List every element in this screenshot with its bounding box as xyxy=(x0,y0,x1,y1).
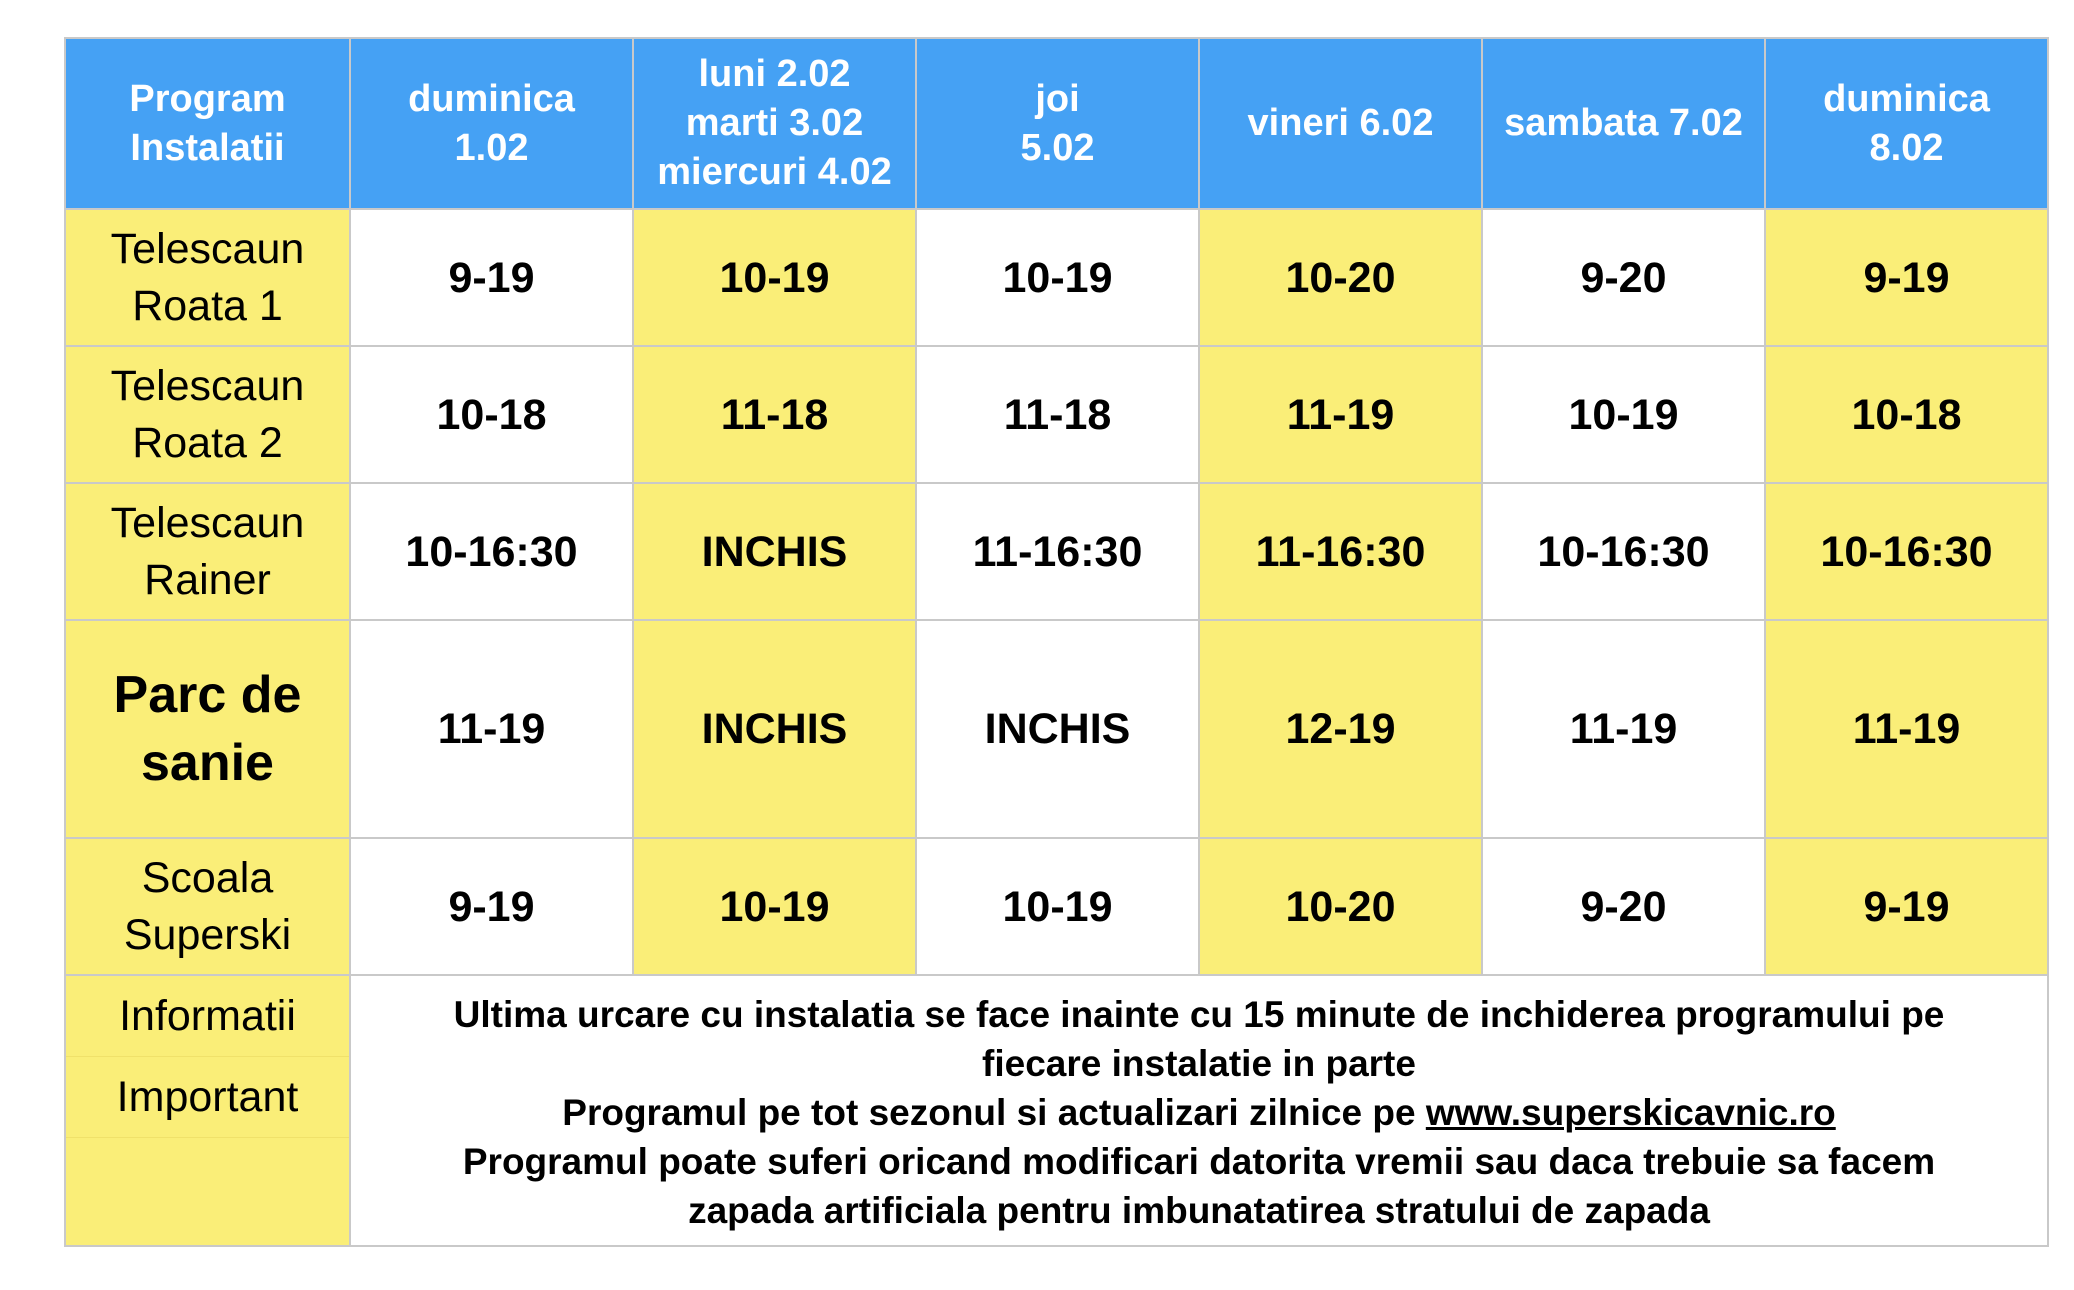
schedule-cell: 10-20 xyxy=(1199,838,1482,975)
schedule-cell: 11-16:30 xyxy=(916,483,1199,620)
schedule-cell: 10-18 xyxy=(1765,346,2048,483)
info-label-line: Informatii xyxy=(66,976,349,1057)
schedule-cell: 11-16:30 xyxy=(1199,483,1482,620)
header-day-line: sambata 7.02 xyxy=(1504,102,1743,144)
table-row-scoala-superski xyxy=(65,838,2048,975)
schedule-cell: 10-19 xyxy=(633,209,916,346)
header-day-line: 1.02 xyxy=(454,126,529,169)
header-day-4 xyxy=(1199,38,1482,209)
row-label-line: Roata 2 xyxy=(132,418,283,467)
website-link[interactable]: www.superskicavnic.ro xyxy=(1425,1092,1836,1133)
header-day-line: vineri 6.02 xyxy=(1247,102,1434,144)
schedule-cell: INCHIS xyxy=(633,620,916,838)
schedule-cell: 10-18 xyxy=(350,346,633,483)
row-label xyxy=(65,346,350,483)
schedule-cell: 11-19 xyxy=(1482,620,1765,838)
header-title xyxy=(65,38,350,209)
schedule-cell: 9-19 xyxy=(1765,209,2048,346)
info-row xyxy=(65,975,2048,1246)
info-label-line: Important xyxy=(66,1057,349,1138)
row-label-line: Telescaun xyxy=(110,224,305,273)
row-label xyxy=(65,483,350,620)
table-row-telescaun-roata-1 xyxy=(65,209,2048,346)
header-day-3 xyxy=(916,38,1199,209)
info-line: fiecare instalatie in parte xyxy=(982,1043,1416,1084)
row-label-line: sanie xyxy=(141,734,274,792)
schedule-cell: 9-19 xyxy=(350,209,633,346)
row-label-line: Parc de xyxy=(113,666,302,724)
info-label xyxy=(65,975,350,1246)
info-line-with-link xyxy=(371,1088,2027,1137)
schedule-cell: 9-19 xyxy=(1765,838,2048,975)
schedule-cell: 10-16:30 xyxy=(350,483,633,620)
row-label-line: Telescaun xyxy=(110,498,305,547)
schedule-cell: 10-16:30 xyxy=(1482,483,1765,620)
table-row-telescaun-rainer xyxy=(65,483,2048,620)
row-label xyxy=(65,209,350,346)
schedule-cell: 9-20 xyxy=(1482,838,1765,975)
row-label-line: Superski xyxy=(123,910,292,959)
header-day-5 xyxy=(1482,38,1765,209)
info-line: zapada artificiala pentru imbunatatirea stratului de zapada xyxy=(688,1190,1710,1231)
schedule-cell: 11-19 xyxy=(350,620,633,838)
header-day-line: duminica xyxy=(1823,77,1990,120)
row-label xyxy=(65,620,350,838)
schedule-table xyxy=(64,37,2049,1247)
schedule-cell: 10-19 xyxy=(916,209,1199,346)
schedule-cell: 11-18 xyxy=(633,346,916,483)
info-line: Ultima urcare cu instalatia se face inainte cu 15 minute de inchiderea programului pe xyxy=(453,994,1945,1035)
schedule-cell: 10-19 xyxy=(1482,346,1765,483)
header-day-2 xyxy=(633,38,916,209)
row-label-line: Roata 1 xyxy=(132,281,283,330)
schedule-cell: INCHIS xyxy=(633,483,916,620)
info-line-prefix: Programul pe tot sezonul si actualizari zilnice pe xyxy=(562,1092,1426,1133)
header-day-line: duminica xyxy=(408,77,575,120)
info-line: Programul poate suferi oricand modificari datorita vremii sau daca trebuie sa facem xyxy=(462,1141,1936,1182)
schedule-cell: 12-19 xyxy=(1199,620,1482,838)
row-label-line: Telescaun xyxy=(110,361,305,410)
row-label-line: Rainer xyxy=(144,555,271,604)
table-row-telescaun-roata-2 xyxy=(65,346,2048,483)
header-day-line: miercuri 4.02 xyxy=(657,151,892,193)
header-row xyxy=(65,38,2048,209)
header-day-line: 8.02 xyxy=(1869,126,1944,169)
schedule-cell: 11-18 xyxy=(916,346,1199,483)
header-title-line: Program xyxy=(129,77,286,120)
schedule-cell: 10-19 xyxy=(916,838,1199,975)
header-day-line: marti 3.02 xyxy=(685,102,864,144)
row-label xyxy=(65,838,350,975)
schedule-cell: 11-19 xyxy=(1765,620,2048,838)
header-day-1 xyxy=(350,38,633,209)
header-title-line: Instalatii xyxy=(130,126,285,169)
schedule-cell: INCHIS xyxy=(916,620,1199,838)
schedule-cell: 10-16:30 xyxy=(1765,483,2048,620)
schedule-cell: 11-19 xyxy=(1199,346,1482,483)
row-label-line: Scoala xyxy=(141,853,274,902)
schedule-cell: 10-20 xyxy=(1199,209,1482,346)
table-row-parc-de-sanie xyxy=(65,620,2048,838)
schedule-cell: 10-19 xyxy=(633,838,916,975)
header-day-line: 5.02 xyxy=(1020,126,1095,169)
header-day-6 xyxy=(1765,38,2048,209)
schedule-cell: 9-20 xyxy=(1482,209,1765,346)
header-day-line: joi xyxy=(1035,77,1080,120)
header-day-line: luni 2.02 xyxy=(698,53,851,95)
info-text xyxy=(350,975,2048,1246)
schedule-cell: 9-19 xyxy=(350,838,633,975)
